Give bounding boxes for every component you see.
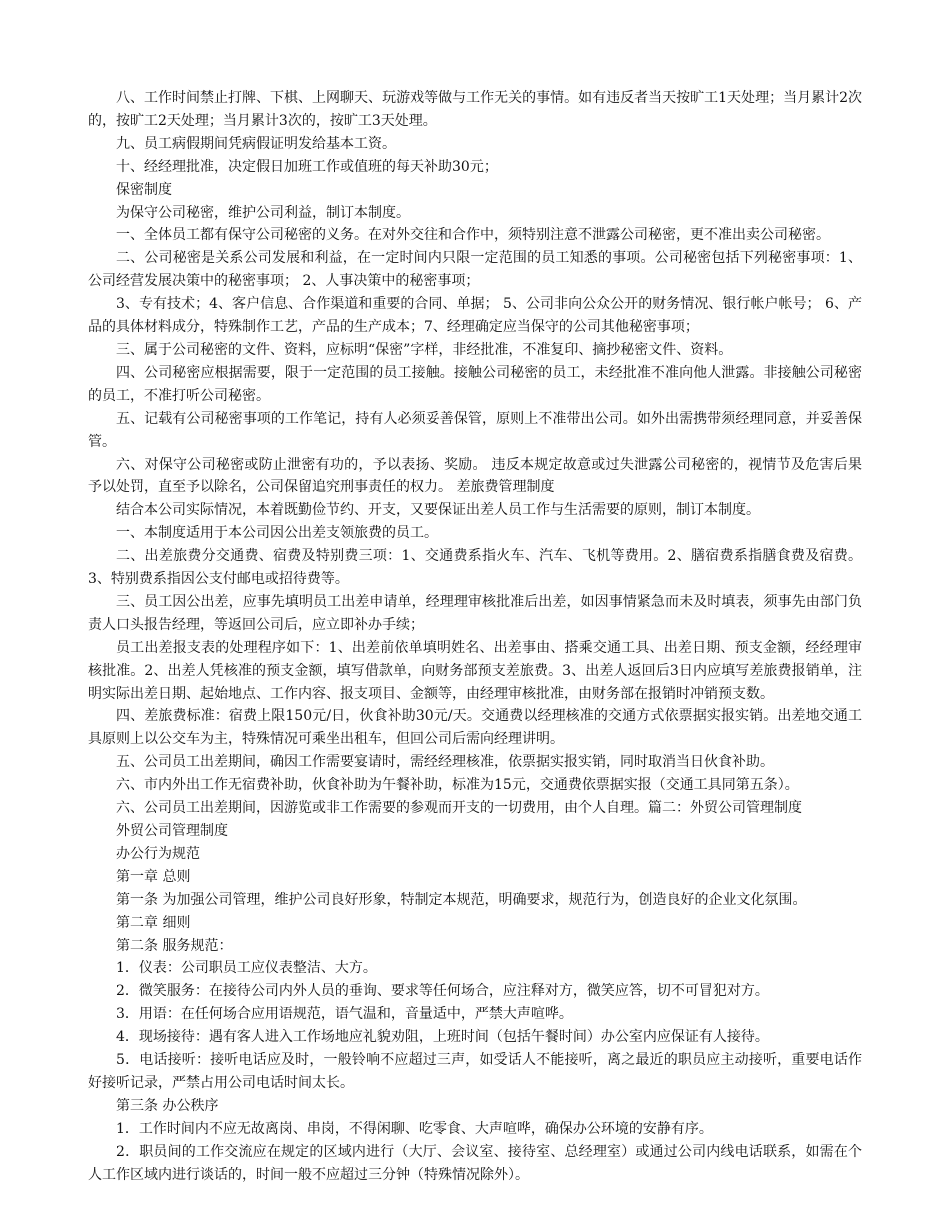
paragraph: 三、属于公司秘密的文件、资料，应标明“保密”字样，非经批准，不准复印、摘抄秘密文件、资料。 (116, 341, 733, 358)
paragraph: 四、差旅费标准：宿费上限150元/日，伙食补助30元/天。交通费以经理核准的交通方式依票据实报实销。出差地交通工具原则上以公交车为主，特殊情况可乘坐出租车，但回公司后需向经理讲明。 (88, 708, 862, 748)
paragraph: 八、工作时间禁止打牌、下棋、上网聊天、玩游戏等做与工作无关的事情。如有违反者当天按旷工1天处理；当月累计2次的，按旷工2天处理；当月累计3次的，按旷工3天处理。 (88, 90, 862, 129)
paragraph: 一、本制度适用于本公司因公出差支领旅费的员工。 (116, 525, 438, 542)
chapter-heading: 第一章 总则 (116, 868, 191, 885)
paragraph: 为保守公司秘密，维护公司利益，制订本制度。 (116, 204, 410, 221)
paragraph: 二、公司秘密是关系公司发展和利益，在一定时间内只限一定范围的员工知悉的事项。公司秘密包括下列秘密事项：1、公司经营发展决策中的秘密事项； 2、人事决策中的秘密事项； (88, 250, 862, 290)
paragraph: 3、专有技术；4、客户信息、合作渠道和重要的合同、单据； 5、公司非向公众公开的财务情况、银行帐户帐号； 6、产品的具体材料成分，特殊制作工艺，产品的生产成本；7、经理确定应当保守的公司其他秘密事项； (88, 296, 862, 336)
article-heading: 第三条 办公秩序 (116, 1097, 219, 1114)
paragraph: 五、公司员工出差期间，确因工作需要宴请时，需经经理核准，依票据实报实销，同时取消当日伙食补助。 (116, 754, 774, 771)
paragraph: 第一条 为加强公司管理，维护公司良好形象，特制定本规范，明确要求，规范行为，创造良好的企业文化氛围。 (116, 891, 807, 908)
paragraph: 六、公司员工出差期间，因游览或非工作需要的参观而开支的一切费用，由个人自理。篇二：外贸公司管理制度 (116, 800, 802, 817)
paragraph: 三、员工因公出差，应事先填明员工出差申请单，经理理审核批准后出差，如因事情紧急而未及时填表，须事先由部门负责人口头报告经理，等返回公司后，应立即补办手续； (88, 593, 862, 633)
list-item: 1．工作时间内不应无故离岗、串岗，不得闲聊、吃零食、大声喧哗，确保办公环境的安静有序。 (116, 1120, 713, 1137)
list-item: 2．职员间的工作交流应在规定的区域内进行（大厅、会议室、接待室、总经理室）或通过公司内线电话联系，如需在个人工作区域内进行谈话的，时间一般不应超过三分钟（特殊情况除外）。 (88, 1143, 862, 1183)
list-item: 3．用语：在任何场合应用语规范，语气温和，音量适中，严禁大声喧哗。 (116, 1006, 573, 1023)
article-heading: 第二条 服务规范： (116, 937, 233, 954)
section-heading: 办公行为规范 (116, 845, 200, 862)
chapter-heading: 第二章 细则 (116, 914, 191, 931)
paragraph: 四、公司秘密应根据需要，限于一定范围的员工接触。接触公司秘密的员工，未经批准不准向他人泄露。非接触公司秘密的员工，不准打听公司秘密。 (88, 364, 862, 404)
section-heading: 外贸公司管理制度 (116, 823, 228, 839)
paragraph: 六、市内外出工作无宿费补助，伙食补助为午餐补助，标准为15元，交通费依票据实报（交通工具同第五条）。 (116, 777, 799, 794)
list-item: 5．电话接听：接听电话应及时，一般铃响不应超过三声，如受话人不能接听，离之最近的职员应主动接听，重要电话作好接听记录，严禁占用公司电话时间太长。 (88, 1052, 862, 1091)
list-item: 1．仪表：公司职员工应仪表整洁、大方。 (116, 960, 377, 977)
section-heading: 保密制度 (116, 181, 172, 198)
paragraph: 五、记载有公司秘密事项的工作笔记，持有人必须妥善保管，原则上不准带出公司。如外出需携带须经理同意，并妥善保管。 (88, 410, 862, 450)
paragraph: 六、对保守公司秘密或防止泄密有功的，予以表扬、奖励。 违反本规定故意或过失泄露公司秘密的，视情节及危害后果予以处罚，直至予以除名，公司保留追究刑事责任的权力。 差旅费管理制度 (88, 456, 862, 496)
list-item: 2．微笑服务：在接待公司内外人员的垂询、要求等任何场合，应注释对方，微笑应答，切不可冒犯对方。 (116, 983, 769, 1000)
paragraph: 员工出差报支表的处理程序如下：1、出差前依单填明姓名、出差事由、搭乘交通工具、出差日期、预支金额，经经理审核批准。2、出差人凭核准的预支金额，填写借款单，向财务部预支差旅费。3、出差人返回后3日内应填写差旅费报销单，注明实际出差日期、起始地点、工作内容、报支项目、金额等，由经理审核批准，由财务部在报销时冲销预支数。 (88, 639, 862, 702)
paragraph: 十、经经理批准，决定假日加班工作或值班的每天补助30元； (116, 158, 498, 175)
paragraph: 九、员工病假期间凭病假证明发给基本工资。 (116, 135, 396, 152)
paragraph: 一、全体员工都有保守公司秘密的义务。在对外交往和合作中，须特别注意不泄露公司秘密，更不准出卖公司秘密。 (116, 227, 830, 244)
list-item: 4．现场接待：遇有客人进入工作场地应礼貌劝阻，上班时间（包括午餐时间）办公室内应保证有人接待。 (116, 1029, 769, 1046)
paragraph: 二、出差旅费分交通费、宿费及特别费三项：1、交通费系指火车、汽车、飞机等费用。2、膳宿费系指膳食费及宿费。3、特别费系指因公支付邮电或招待费等。 (88, 548, 862, 588)
paragraph: 结合本公司实际情况，本着既勤俭节约、开支，又要保证出差人员工作与生活需要的原则，制订本制度。 (116, 502, 760, 519)
